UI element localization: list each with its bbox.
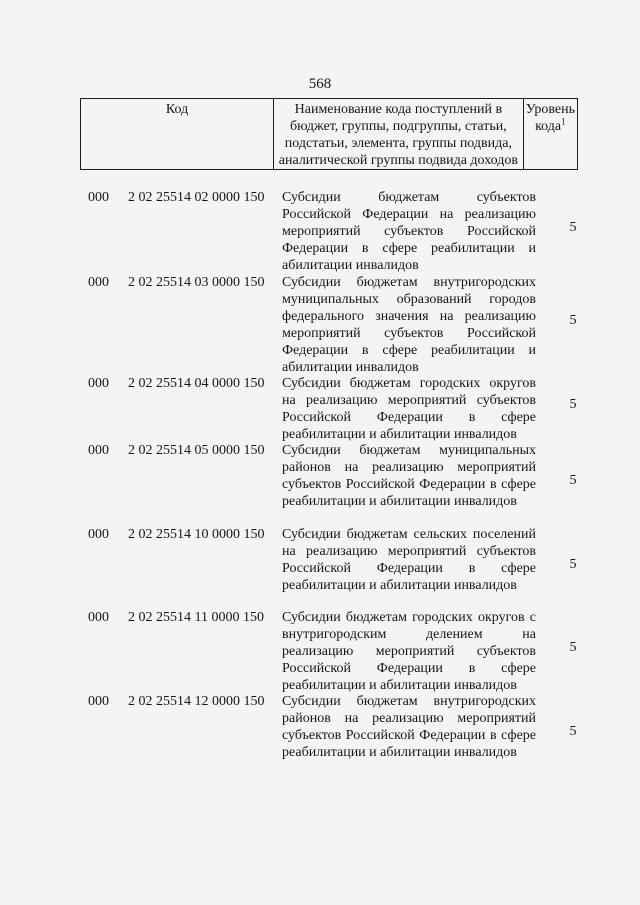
code-description: Субсидии бюджетам городских округов на реализацию мероприятий субъектов Российской Федерации в сфере реабилитации и абилитации инвалидов xyxy=(282,376,536,442)
code-description: Субсидии бюджетам городских округов с внутригородским делением на реализацию мероприятий субъектов Российской Федерации в сфере реабилитации и абилитации инвалидов xyxy=(282,610,536,693)
admin-code: 000 xyxy=(88,694,109,709)
budget-code: 2 02 25514 02 0000 150 xyxy=(128,190,265,205)
header-level-cell xyxy=(523,99,577,170)
table-header xyxy=(80,98,578,170)
budget-code: 2 02 25514 04 0000 150 xyxy=(128,376,265,391)
code-description: Субсидии бюджетам внутригородских муниципальных образований городов федерального значения на реализацию мероприятий субъектов Российской Федерации в сфере реабилитации и абилитации инвалидов xyxy=(282,275,536,375)
admin-code: 000 xyxy=(88,190,109,205)
header-level-footnote: 1 xyxy=(561,116,566,127)
admin-code: 000 xyxy=(88,275,109,290)
page-number: 568 xyxy=(308,76,332,92)
code-level: 5 xyxy=(569,397,577,412)
code-description: Субсидии бюджетам муниципальных районов на реализацию мероприятий субъектов Российской Федерации в сфере реабилитации и абилитации инвалидов xyxy=(282,443,536,509)
code-level: 5 xyxy=(569,724,577,739)
header-name: Наименование кода поступлений в бюджет, группы, подгруппы, статьи, подстатьи, элемента, группы подвида, аналитической группы подвида доходов xyxy=(274,99,524,170)
budget-code: 2 02 25514 10 0000 150 xyxy=(128,527,265,542)
budget-code: 2 02 25514 05 0000 150 xyxy=(128,443,265,458)
code-description: Субсидии бюджетам внутригородских районов на реализацию мероприятий субъектов Российской Федерации в сфере реабилитации и абилитации инвалидов xyxy=(282,694,536,760)
code-description: Субсидии бюджетам сельских поселений на реализацию мероприятий субъектов Российской Федерации в сфере реабилитации и абилитации инвалидов xyxy=(282,527,536,593)
code-level: 5 xyxy=(569,473,577,488)
code-level: 5 xyxy=(569,313,577,328)
admin-code: 000 xyxy=(88,443,109,458)
budget-code: 2 02 25514 11 0000 150 xyxy=(128,610,264,625)
budget-code: 2 02 25514 12 0000 150 xyxy=(128,694,265,709)
header-level: Уровень кода xyxy=(525,102,575,134)
budget-code: 2 02 25514 03 0000 150 xyxy=(128,275,265,290)
code-description: Субсидии бюджетам субъектов Российской Федерации на реализацию мероприятий субъектов Российской Федерации в сфере реабилитации и абилитации инвалидов xyxy=(282,190,536,273)
code-level: 5 xyxy=(569,557,577,572)
code-level: 5 xyxy=(569,220,577,235)
admin-code: 000 xyxy=(88,527,109,542)
admin-code: 000 xyxy=(88,610,109,625)
code-level: 5 xyxy=(569,640,577,655)
admin-code: 000 xyxy=(88,376,109,391)
header-code: Код xyxy=(81,99,274,170)
